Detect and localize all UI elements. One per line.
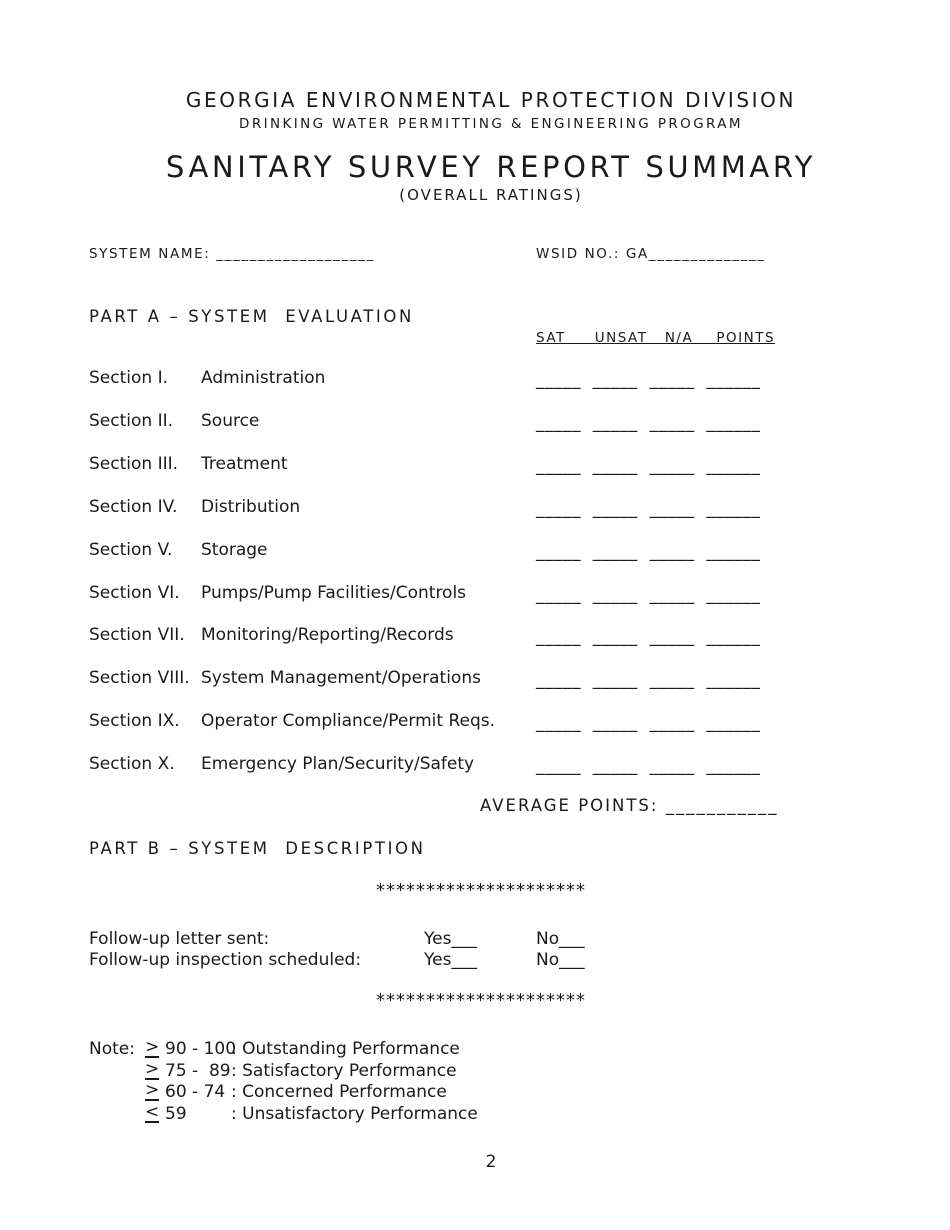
followup-no: No___ xyxy=(536,929,585,949)
followup-no: No___ xyxy=(536,950,585,970)
program-name: DRINKING WATER PERMITTING & ENGINEERING PROGRAM xyxy=(239,116,743,132)
section-name: Storage xyxy=(201,539,268,560)
average-points: AVERAGE POINTS: ___________ xyxy=(480,796,779,815)
section-number: Section VII. xyxy=(89,625,185,646)
score-range: 60 - 74 xyxy=(165,1082,226,1102)
rating-blanks[interactable]: _____ _____ _____ ______ xyxy=(536,670,761,691)
comparison-symbol: > xyxy=(145,1058,160,1079)
score-range: 90 - 100 xyxy=(165,1039,237,1059)
part-a-heading: PART A – SYSTEM EVALUATION xyxy=(89,307,414,326)
section-number: Section II. xyxy=(89,410,173,431)
note-label: Note: xyxy=(89,1039,135,1059)
section-name: Treatment xyxy=(201,453,288,474)
page-number: 2 xyxy=(485,1152,497,1172)
section-name: System Management/Operations xyxy=(201,668,481,689)
section-number: Section VI. xyxy=(89,582,180,603)
section-name: Source xyxy=(201,410,260,431)
comparison-symbol: < xyxy=(145,1101,160,1122)
wsid-field: WSID NO.: GA______________ xyxy=(536,246,766,262)
rating-blanks[interactable]: _____ _____ _____ ______ xyxy=(536,584,761,605)
performance-description: : Outstanding Performance xyxy=(231,1039,460,1059)
section-number: Section I. xyxy=(89,368,168,388)
rating-blanks[interactable]: _____ _____ _____ ______ xyxy=(536,498,761,519)
section-name: Monitoring/Reporting/Records xyxy=(201,625,454,646)
section-number: Section VIII. xyxy=(89,668,190,689)
rating-blanks[interactable]: _____ _____ _____ ______ xyxy=(536,541,761,562)
performance-description: : Concerned Performance xyxy=(231,1082,447,1102)
agency-name: GEORGIA ENVIRONMENTAL PROTECTION DIVISION xyxy=(185,88,797,112)
followup-label: Follow-up letter sent: xyxy=(89,929,270,949)
part-b-heading: PART B – SYSTEM DESCRIPTION xyxy=(89,839,426,858)
performance-description: : Unsatisfactory Performance xyxy=(231,1103,478,1124)
followup-yes: Yes___ xyxy=(424,929,477,949)
section-number: Section III. xyxy=(89,453,179,474)
section-name: Pumps/Pump Facilities/Controls xyxy=(201,582,467,603)
performance-description: : Satisfactory Performance xyxy=(231,1060,457,1081)
rating-blanks[interactable]: _____ _____ _____ ______ xyxy=(536,713,761,734)
section-number: Section V. xyxy=(89,539,173,560)
rating-blanks[interactable]: _____ _____ _____ ______ xyxy=(536,627,761,648)
score-range: 75 - 89 xyxy=(165,1060,231,1081)
separator-stars: ********************* xyxy=(376,880,586,901)
rating-blanks[interactable]: _____ _____ _____ ______ xyxy=(536,756,761,777)
section-name: Distribution xyxy=(201,496,301,517)
page-title: SANITARY SURVEY REPORT SUMMARY xyxy=(165,150,817,184)
rating-blanks[interactable]: _____ _____ _____ ______ xyxy=(536,455,761,476)
section-number: Section X. xyxy=(89,754,175,775)
comparison-symbol: > xyxy=(145,1037,160,1057)
page-subtitle: (OVERALL RATINGS) xyxy=(399,186,583,204)
section-name: Emergency Plan/Security/Safety xyxy=(201,754,475,775)
separator-stars: ********************* xyxy=(376,990,586,1011)
section-number: Section IV. xyxy=(89,496,178,517)
system-name-field: SYSTEM NAME: ___________________ xyxy=(89,246,375,262)
section-name: Operator Compliance/Permit Reqs. xyxy=(201,711,495,732)
comparison-symbol: > xyxy=(145,1080,160,1100)
rating-blanks[interactable]: _____ _____ _____ ______ xyxy=(536,370,761,390)
rating-column-headers: SAT UNSAT N/A POINTS xyxy=(536,330,776,346)
followup-yes: Yes___ xyxy=(424,950,477,970)
section-number: Section IX. xyxy=(89,711,180,732)
followup-label: Follow-up inspection scheduled: xyxy=(89,950,362,970)
score-range: 59 xyxy=(165,1103,187,1124)
rating-blanks[interactable]: _____ _____ _____ ______ xyxy=(536,412,761,433)
section-name: Administration xyxy=(201,368,326,388)
